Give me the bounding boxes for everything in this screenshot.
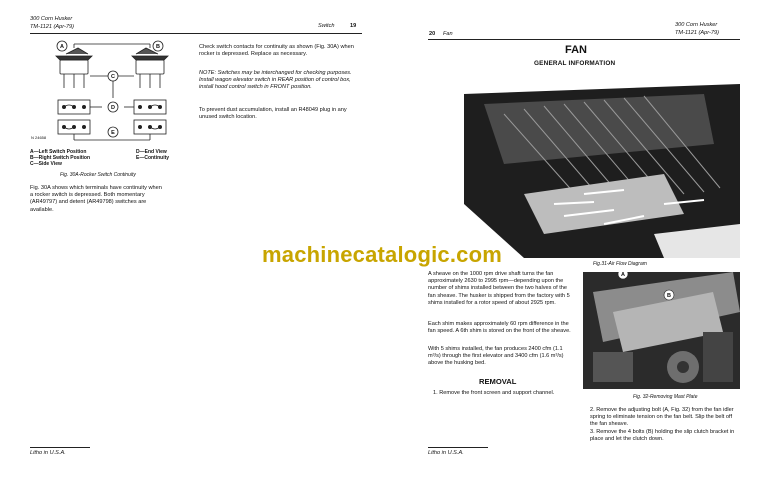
diagram-code: N 24658 xyxy=(31,135,47,140)
removal-step1: 1. Remove the front screen and support channel. xyxy=(433,390,555,396)
legend-left-col xyxy=(30,149,110,167)
diagram-letter-e: E xyxy=(111,130,115,136)
left-page-number: 19 xyxy=(350,23,357,29)
left-para-check: Check switch contacts for continuity as shown (Fig. 30A) when rocker is depressed. Replace as necessary. xyxy=(199,44,354,58)
legend-item-d: D—End View xyxy=(136,149,167,155)
photo-letter-b: B xyxy=(667,293,671,299)
general-info-heading: GENERAL INFORMATION xyxy=(534,60,616,67)
right-footer: Litho in U.S.A. xyxy=(428,450,464,456)
removal-step2: 2. Remove the adjusting bolt (A, Fig. 32) from the fan idler spring to eliminate tension on the fan belt. Slip the belt off the fan sheave. xyxy=(590,407,734,428)
right-page-number: 20 xyxy=(429,31,436,37)
left-body-para: Fig. 30A shows which terminals have continuity when a rocker switch is depressed. Both momentary (AR49797) and detent (AR49798) switches are available. xyxy=(30,185,162,213)
fan-para3: With 5 shims installed, the fan produces 2400 cfm (1.1 m³/s) through the first elevator and 3400 cfm (1.6 m³/s) above the husking bed. xyxy=(428,346,564,367)
right-header-code: TM-1121 (Apr-79) xyxy=(675,30,719,36)
legend-item-c: C—Side View xyxy=(30,161,62,167)
left-para-plug: To prevent dust accumulation, install an R48049 plug in any unused switch location. xyxy=(199,107,347,121)
fig31-caption: Fig.31-Air Flow Diagram xyxy=(593,261,647,267)
legend-item-e: E—Continuity xyxy=(136,155,170,161)
watermark-text: machinecatalogic.com xyxy=(262,242,502,267)
left-header-rule xyxy=(30,33,362,34)
mast-plate-photo xyxy=(583,272,740,389)
fig30a-caption: Fig. 30A-Rocker Switch Continuity xyxy=(60,172,136,178)
right-header-title: 300 Corn Husker xyxy=(675,22,718,28)
right-header-rule xyxy=(428,39,740,40)
fan-para1: A sheave on the 1000 rpm drive shaft turns the fan approximately 2630 to 2995 rpm—depending upon the number of shims installed between the two halves of the fan sheave. The husker is shipped from the factory with 5 shims installed for a rotor speed of about 2925 rpm. xyxy=(428,271,570,306)
rocker-switch-diagram xyxy=(30,40,180,144)
photo-letter-a: A xyxy=(621,272,625,278)
legend-item-a: A—Left Switch Position xyxy=(30,149,87,155)
air-flow-photo xyxy=(464,84,740,258)
left-header-title: 300 Corn Husker xyxy=(30,16,73,22)
fig32-caption: Fig. 32-Removing Mast Plate xyxy=(633,394,698,400)
diagram-letter-d: D xyxy=(111,105,115,111)
fan-heading: FAN xyxy=(565,44,587,56)
left-footer: Litho in U.S.A. xyxy=(30,450,66,456)
fan-para2: Each shim makes approximately 60 rpm difference in the fan speed. A 6th shim is stored on the front of the sheave. xyxy=(428,321,571,335)
legend-right-col xyxy=(136,149,196,161)
diagram-letter-b: B xyxy=(156,44,160,50)
diagram-letter-a: A xyxy=(60,44,64,50)
left-section: Switch xyxy=(318,23,335,29)
right-section: Fan xyxy=(443,31,453,37)
left-header-code: TM-1121 (Apr-79) xyxy=(30,24,74,30)
removal-heading: REMOVAL xyxy=(479,377,517,386)
left-note: NOTE: Switches may be interchanged for checking purposes. Install wagon elevator switch in REAR position of control box, install hood control switch in FRONT position. xyxy=(199,70,352,91)
legend-item-b: B—Right Switch Position xyxy=(30,155,90,161)
removal-step3: 3. Remove the 4 bolts (B) holding the slip clutch bracket in place and let the clutch down. xyxy=(590,429,735,443)
right-footer-rule xyxy=(428,447,488,448)
left-footer-rule xyxy=(30,447,90,448)
diagram-letter-c: C xyxy=(111,74,115,80)
